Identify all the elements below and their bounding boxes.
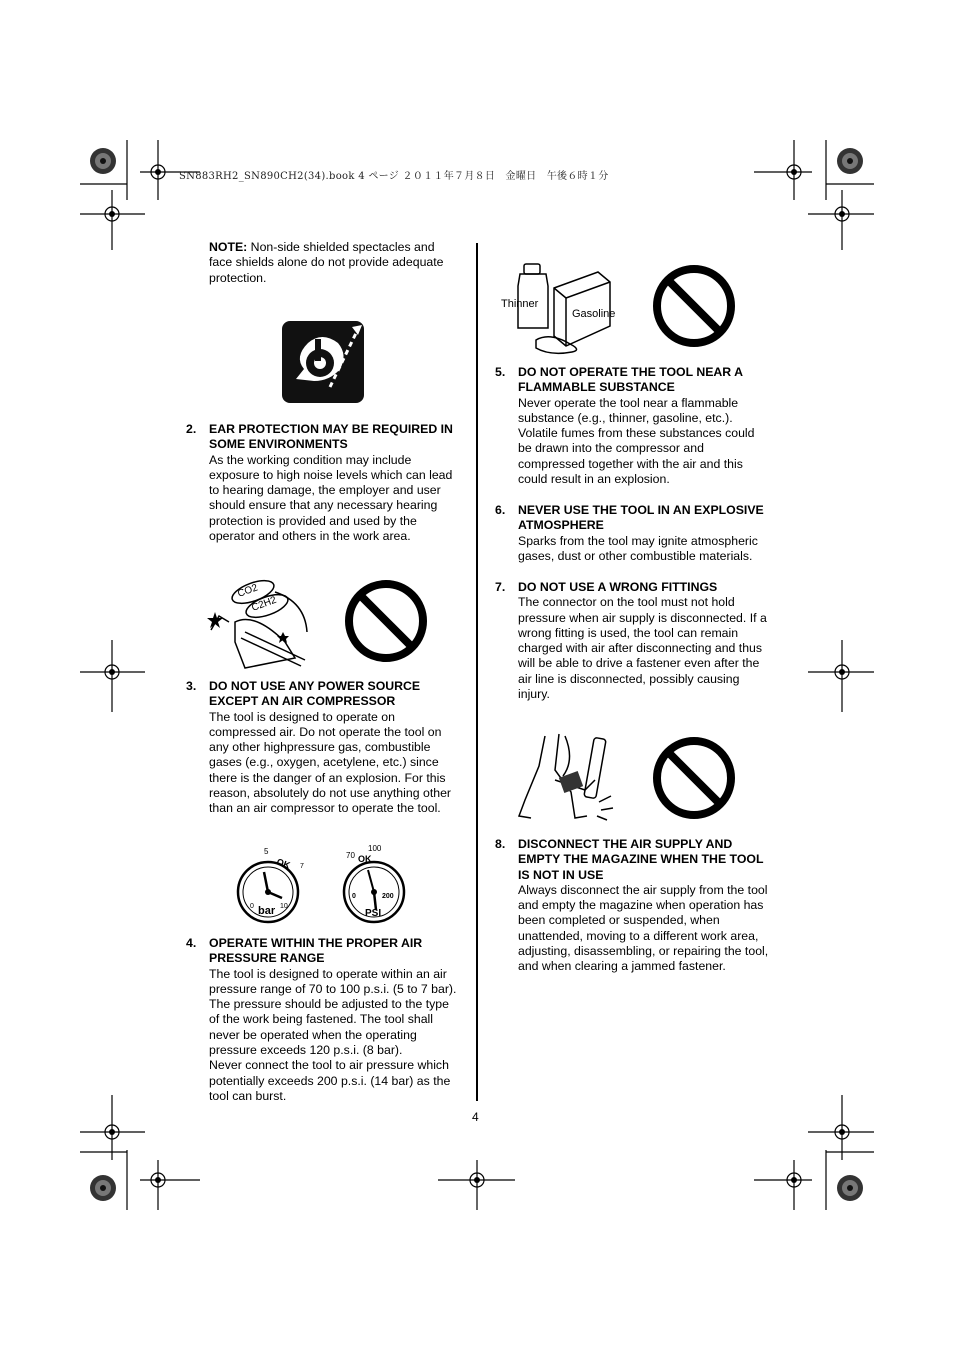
gauge-psi-top-left: 70	[346, 851, 355, 860]
item-4: 4. OPERATE WITHIN THE PROPER AIR PRESSURE RANGE The tool is designed to operate within an air pressure range of 70 to 100 p.s.i. (5 to 7 bar). The pressure should be adjusted to the type of the work being fastened. The tool shall never be operated when the operating pressure exceeds 120 p.s.i. (8 bar). Never connect the tool to air pressure which potentially exceeds 200 p.s.i. (14 bar) as the tool can burst.	[186, 936, 462, 1104]
item-body: The tool is designed to operate within an air pressure range of 70 to 100 p.s.i. (5 to 7 bar). The pressure should be adjusted to the type of the work being fastened. The tool shall never be operated when the operating pressure exceeds 120 p.s.i. (8 bar).	[209, 966, 457, 1058]
item-title: EAR PROTECTION MAY BE REQUIRED IN SOME ENVIRONMENTS	[209, 422, 453, 452]
gauge-bar-ok: OK	[275, 856, 292, 871]
item-3: 3. DO NOT USE ANY POWER SOURCE EXCEPT AN AIR COMPRESSOR The tool is designed to operate on compressed air. Do not operate the tool on any other highpressure gas, combustible gases (e.g., oxygen, acetylene, etc.) since there is the danger of an explosion. For this reason, absolutely do not use anything other than an air compressor to operate the tool.	[186, 679, 462, 817]
walking-with-tool-illustration	[515, 730, 619, 824]
gas-cylinder-illustration	[205, 572, 317, 670]
item-body: The tool is designed to operate on compressed air. Do not operate the tool on any other highpressure gas, combustible gases (e.g., oxygen, acetylene, etc.) since there is the danger of an explosion. For this reason, absolutely do not use anything other than an air compressor to operate the tool.	[209, 709, 452, 816]
column-divider	[476, 243, 478, 1101]
gauge-bar-left: 0	[250, 903, 254, 910]
gauge-psi-top: 100	[368, 844, 382, 853]
note-text: Non-side shielded spectacles and face shields alone do not provide adequate protection.	[209, 240, 444, 285]
item-title: DO NOT USE ANY POWER SOURCE EXCEPT AN AIR COMPRESSOR	[209, 679, 421, 709]
label-thinner: Thinner	[501, 298, 539, 310]
gauge-psi-unit: PSI	[365, 908, 382, 919]
flammable-illustration	[500, 252, 620, 356]
item-body: Sparks from the tool may ignite atmospheric gases, dust or other combustible materials.	[518, 533, 758, 563]
gauge-bar-top: 5	[264, 847, 269, 856]
pressure-gauge-psi	[338, 842, 410, 928]
item-title: DISCONNECT THE AIR SUPPLY AND EMPTY THE MAGAZINE WHEN THE TOOL IS NOT IN USE	[518, 837, 764, 882]
item-8: 8. DISCONNECT THE AIR SUPPLY AND EMPTY THE MAGAZINE WHEN THE TOOL IS NOT IN USE Always disconnect the air supply from the tool and empty the magazine when operation has been completed or suspended, when unattended, moving to a different work area, adjusting, disassembling, or repairing the tool, and when clearing a jammed fastener.	[495, 837, 771, 975]
gauge-psi-ok: OK	[358, 854, 372, 864]
item-title: DO NOT OPERATE THE TOOL NEAR A FLAMMABLE SUBSTANCE	[518, 365, 743, 395]
item-5: 5. DO NOT OPERATE THE TOOL NEAR A FLAMMABLE SUBSTANCE Never operate the tool near a flammable substance (e.g., thinner, gasoline, etc.). Volatile fumes from these substances could be drawn into the compressor and compressed together with the air and this could result in an explosion.	[495, 365, 771, 487]
item-title: NEVER USE THE TOOL IN AN EXPLOSIVE ATMOSPHERE	[518, 503, 764, 533]
page-number: 4	[472, 1110, 479, 1124]
gauge-bar-right-low: 10	[280, 903, 288, 910]
item-body: As the working condition may include exposure to high noise levels which can lead to hearing damage, the employer and user should ensure that any necessary hearing protection is provided and used by the operator and others in the work area.	[209, 452, 453, 544]
gauge-bar-right: 7	[300, 863, 304, 870]
note-label: NOTE:	[209, 240, 248, 254]
item-body: The connector on the tool must not hold pressure when air supply is disconnected. If a wrong fitting is used, the tool can remain charged with air after disconnecting and thus will be able to drive a fastener even after the air line is disconnected, possibly causing injury.	[518, 595, 767, 702]
item-title: DO NOT USE A WRONG FITTINGS	[518, 580, 718, 594]
gauge-psi-right: 200	[382, 893, 394, 900]
item-body-2: Never connect the tool to air pressure which potentially exceeds 200 p.s.i. (14 bar) as the tool can burst.	[209, 1058, 451, 1103]
gauge-bar-unit: bar	[258, 905, 276, 917]
ear-protection-icon	[282, 321, 364, 403]
label-gasoline: Gasoline	[572, 308, 616, 320]
gas-label-co2: CO2	[236, 582, 260, 600]
pressure-gauge-bar	[232, 842, 304, 928]
prohibition-icon	[344, 579, 428, 663]
item-2: 2. EAR PROTECTION MAY BE REQUIRED IN SOME ENVIRONMENTS As the working condition may include exposure to high noise levels which can lead to hearing damage, the employer and user should ensure that any necessary hearing protection is provided and used by the operator and others in the work area.	[186, 422, 462, 544]
prohibition-icon	[652, 736, 736, 820]
gas-label-c2h2: C2H2	[250, 594, 279, 614]
item-6: 6. NEVER USE THE TOOL IN AN EXPLOSIVE ATMOSPHERE Sparks from the tool may ignite atmospheric gases, dust or other combustible materials.	[495, 503, 771, 564]
note	[209, 240, 461, 286]
gauge-psi-left: 0	[352, 893, 356, 900]
item-7: 7. DO NOT USE A WRONG FITTINGS The connector on the tool must not hold pressure when air supply is disconnected. If a wrong fitting is used, the tool can remain charged with air after disconnecting and thus will be able to drive a fastener even after the air line is disconnected, possibly causing injury.	[495, 580, 771, 702]
prohibition-icon	[652, 264, 736, 348]
item-body: Never operate the tool near a flammable substance (e.g., thinner, gasoline, etc.). Volatile fumes from these substances could be drawn into the compressor and compressed together with the air and this could result in an explosion.	[518, 395, 755, 487]
item-title: OPERATE WITHIN THE PROPER AIR PRESSURE RANGE	[209, 936, 423, 966]
file-header: SN883RH2_SN890CH2(34).book 4 ページ ２０１１年７月８日 金曜日 午後６時１分	[179, 171, 609, 182]
item-body: Always disconnect the air supply from the tool and empty the magazine when operation has been completed or suspended, when unattended, moving to a different work area, adjusting, disassembling, or repairing the tool, and when clearing a jammed fastener.	[518, 882, 769, 974]
